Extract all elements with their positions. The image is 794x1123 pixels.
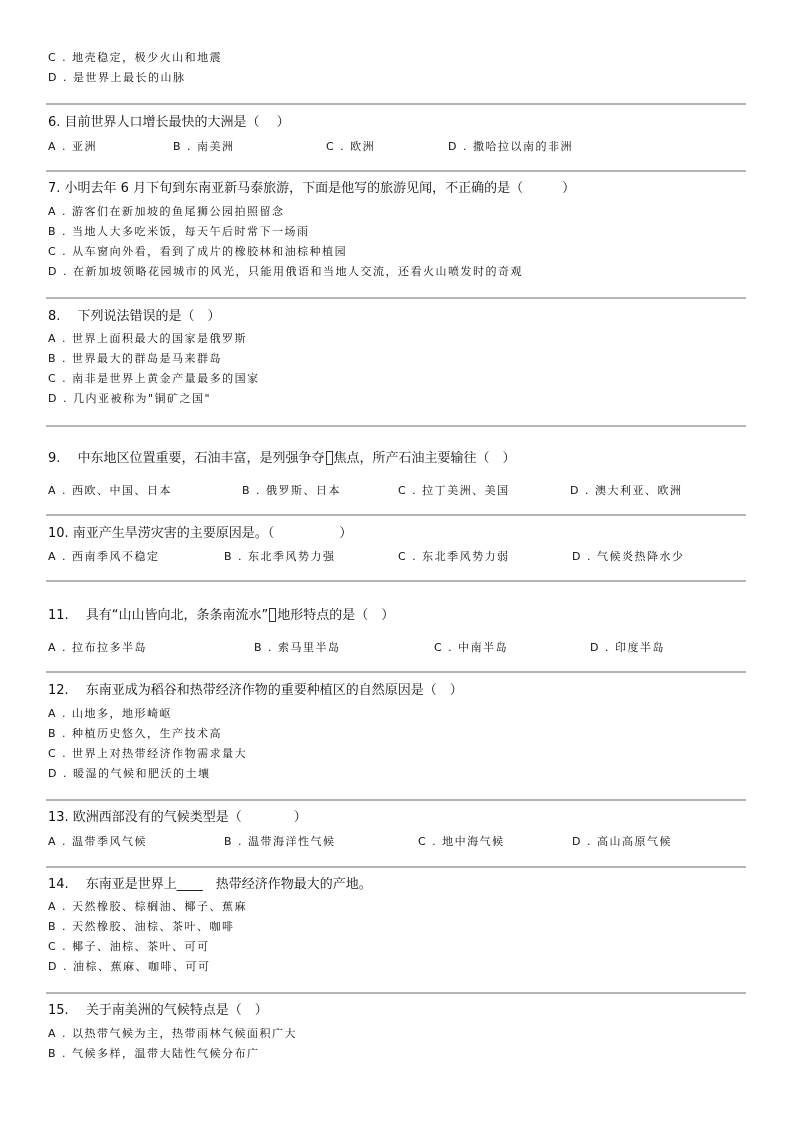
option-c: C . 地中海气候	[418, 835, 505, 848]
question-13-options	[48, 833, 748, 849]
option-c: C . 世界上对热带经济作物需求量大	[48, 747, 248, 760]
question-13-stem: 13. 欧洲西部没有的气候类型是（ ）	[48, 810, 307, 825]
option-b: B . 气候多样，温带大陆性气候分布广	[48, 1047, 260, 1060]
option-b: B . 俄罗斯、日本	[242, 484, 342, 497]
question-10-options	[48, 548, 748, 564]
option-c: C . 椰子、油棕、茶叶、可可	[48, 940, 210, 953]
option-b: B . 种植历史悠久，生产技术高	[48, 727, 223, 740]
option-d: D . 几内亚被称为"铜矿之国"	[48, 392, 212, 405]
question-14-stem: 14. 东南亚是世界上____ 热带经济作物最大的产地。	[48, 877, 372, 892]
option-a: A . 西南季风不稳定	[48, 550, 160, 563]
option-a: A . 世界上面积最大的国家是俄罗斯	[48, 332, 248, 345]
option-b: B . 东北季风势力强	[224, 550, 336, 563]
option-b: B . 温带海洋性气候	[224, 835, 336, 848]
divider	[46, 671, 746, 673]
option-c: C . 欧洲	[326, 140, 376, 153]
option-d: D . 澳大利亚、欧洲	[570, 484, 683, 497]
option-b: B . 当地人大多吃米饭，每天午后时常下一场雨	[48, 225, 310, 238]
option-d: D . 暖湿的气候和肥沃的土壤	[48, 767, 211, 780]
divider	[46, 425, 746, 427]
question-10-stem: 10. 南亚产生旱涝灾害的主要原因是。（ ）	[48, 526, 353, 541]
option-d: D . 在新加坡领略花园城市的风光，只能用俄语和当地人交流，还看火山喷发时的奇观	[48, 265, 523, 278]
option-a: A . 温带季风气候	[48, 835, 148, 848]
option-c: C . 拉丁美洲、美国	[398, 484, 510, 497]
option-d: D . 气候炎热降水少	[572, 550, 685, 563]
divider	[46, 799, 746, 801]
divider	[46, 514, 746, 516]
divider	[46, 103, 746, 105]
question-8-stem: 8. 下列说法错误的是（ ）	[48, 309, 221, 324]
option-d: D . 高山高原气候	[572, 835, 672, 848]
option-b: B . 世界最大的群岛是马来群岛	[48, 352, 223, 365]
option-a: A . 西欧、中国、日本	[48, 484, 173, 497]
option-a: A . 天然橡胶、棕榈油、椰子、蕉麻	[48, 900, 248, 913]
option-d: D . 撒哈拉以南的非洲	[448, 140, 573, 153]
divider	[46, 580, 746, 582]
option-c: C . 南非是世界上黄金产量最多的国家	[48, 372, 260, 385]
option-a: A . 拉布拉多半岛	[48, 641, 148, 654]
option-c: C . 东北季风势力弱	[398, 550, 510, 563]
question-9-options	[48, 482, 748, 498]
option-a: A . 亚洲	[48, 140, 98, 153]
question-12-stem: 12. 东南亚成为稻谷和热带经济作物的重要种植区的自然原因是（ ）	[48, 683, 463, 698]
option-d: D . 油棕、蕉麻、咖啡、可可	[48, 960, 211, 973]
divider	[46, 297, 746, 299]
question-6-options	[48, 138, 748, 154]
option-d: D . 印度半岛	[590, 641, 665, 654]
option-d: D . 是世界上最长的山脉	[48, 71, 186, 84]
option-b: B . 天然橡胶、油棕、茶叶、咖啡	[48, 920, 235, 933]
option-c: C . 从车窗向外看，看到了成片的橡胶林和油棕种植园	[48, 245, 348, 258]
divider	[46, 992, 746, 994]
option-a: A . 山地多，地形崎岖	[48, 707, 173, 720]
missing-glyph-box	[326, 451, 333, 465]
option-b: B . 南美洲	[173, 140, 235, 153]
question-11-options	[48, 639, 748, 655]
option-a: A . 游客们在新加坡的鱼尾狮公园拍照留念	[48, 205, 285, 218]
divider	[46, 866, 746, 868]
option-c: C . 地壳稳定，极少火山和地震	[48, 51, 223, 64]
question-15-stem: 15. 关于南美洲的气候特点是（ ）	[48, 1003, 268, 1018]
missing-glyph-box	[269, 608, 276, 622]
question-6-stem: 6. 目前世界人口增长最快的大洲是（ ）	[48, 115, 290, 130]
question-11-stem: 11. 具有“山山皆向北，条条南流水” 地形特点的是（ ）	[48, 608, 395, 623]
option-a: A . 以热带气候为主，热带雨林气候面积广大	[48, 1027, 298, 1040]
divider	[46, 170, 746, 172]
option-b: B . 索马里半岛	[254, 641, 341, 654]
question-9-stem: 9. 中东地区位置重要，石油丰富，是列强争夺 焦点，所产石油主要输往（ ）	[48, 451, 516, 466]
option-c: C . 中南半岛	[434, 641, 509, 654]
question-7-stem: 7. 小明去年 6 月下旬到东南亚新马泰旅游，下面是他写的旅游见闻，不正确的是（ ）	[48, 181, 576, 196]
